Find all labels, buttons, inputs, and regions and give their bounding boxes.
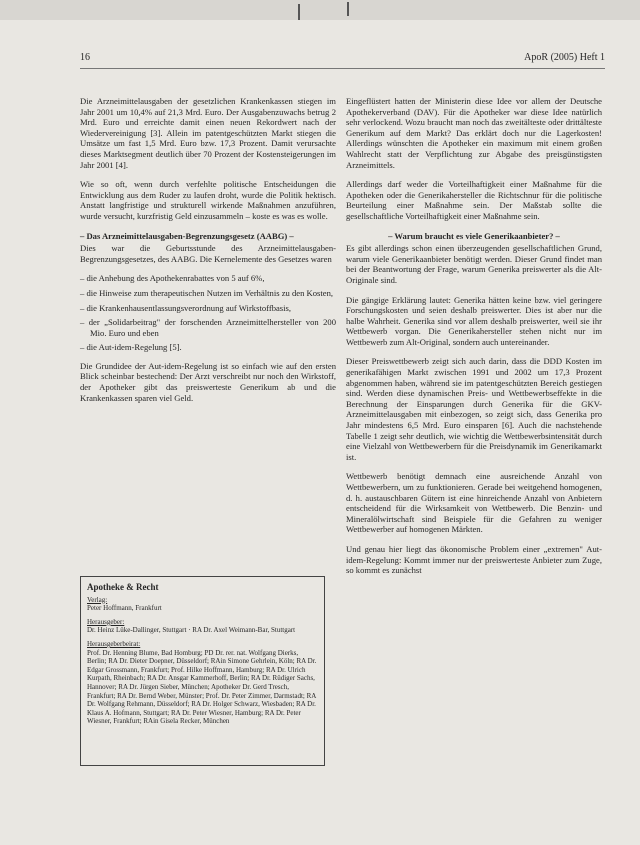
- crop-mark: [347, 2, 349, 16]
- right-column: [346, 96, 602, 585]
- masthead-publisher: [87, 596, 318, 613]
- paragraph: Allerdings darf weder die Vorteilhaftigkeit einer Maßnahme für die Apotheken oder die Generikahersteller die Richtschnur für die politische Beurteilung einer Maßnahme sein. Der Maßstab sollte die gesellschaftliche Vorteilhaftigkeit einer Maßnahme sein.: [346, 179, 602, 221]
- paragraph: Wie so oft, wenn durch verfehlte politische Entscheidungen die Entwicklung aus dem Ruder zu laufen droht, wurde die Politik hektisch. Anstatt langfristige und strukturell wirkende Maßnahmen anzuführen, wurde versucht, kurzfristig Geld einzusammeln – koste es was es wolle.: [80, 179, 336, 221]
- paragraph: Dieser Preiswettbewerb zeigt sich auch darin, dass die DDD Kosten im generikafähigen Markt zwischen 1991 und 2002 um 17,3 Prozent abgenommen haben, während sie im patentgeschützten Bereich gestiegen sind. Werden diese dynamischen Preis- und Wettbewerbseffekte in die Berechnung der Einsparungen durch Generika für die GKV-Arzneimittelausgaben mit einbezogen, so zeigt sich, dass Generika pro Jahr mindestens 6,5 Mrd. Euro einsparen [6]. Auch die nachstehende Tabelle 1 zeigt sehr deutlich, wie wichtig die Wettbewerbsintensität durch eine Vielzahl von Wettbewerbern für die Preisdynamik im Generikamarkt ist.: [346, 356, 602, 462]
- publisher-value: Peter Hoffmann, Frankfurt: [87, 604, 162, 613]
- editors-label: Herausgeber:: [87, 617, 125, 626]
- masthead-box: [80, 576, 325, 766]
- paragraph: Die Arzneimittelausgaben der gesetzlichen Krankenkassen stiegen im Jahr 2001 um 10,4% auf 21,3 Mrd. Euro. Der Ausgabenzuwachs betrug 2 Mrd. Euro und erreichte damit einen neuen Rekordwert nach der Wiedervereinigung [3]. Allein im patentgeschützten Markt stiegen die Umsätze um fast 1,5 Mrd. Euro bzw. 17,3 Prozent. Damit verursachte dieses Marktsegment deutlich über 70 Prozent der Kostensteigerungen im Jahr 2001 [4].: [80, 96, 336, 170]
- key-elements-list: [80, 273, 336, 353]
- left-column: [80, 96, 336, 412]
- list-item: – der „Solidarbeitrag" der forschenden Arzneimittelhersteller von 200 Mio. Euro und eben: [80, 317, 336, 338]
- editors-value: Dr. Heinz Lüke-Dallinger, Stuttgart · RA Dr. Axel Weimann-Bar, Stuttgart: [87, 626, 296, 635]
- page-header: [80, 52, 605, 66]
- section-heading: – Das Arzneimittelausgaben-Begrenzungsgesetz (AABG) –: [80, 230, 294, 241]
- list-item: – die Krankenhausentlassungsverordnung auf Wirkstoffbasis,: [80, 302, 292, 313]
- advisors-value: Prof. Dr. Henning Blume, Bad Homburg; PD Dr. rer. nat. Wolfgang Dierks, Berlin; RA Dr. Dieter Doepner, Düsseldorf; RAin Simone Gehrlein, Köln; RA Dr. Edgar Grossmann, Frankfurt; Prof. Hilke Hoffmann, Hamburg; RA Dr. Ulrich Kurpath, Rheinbach; RA Dr. Ansgar Kammerhoff, Berlin; RA Dr. Rüdiger Sachs, Hannover; RA Dr. Jürgen Sieber, München; Apotheker Dr. Gerd Tresch, Frankfurt; RA Dr. Bernd Weber, Münster; Prof. Dr. Peter Zimmer, Darmstadt; RA Dr. Wolfgang Rehmann, Düsseldorf; RA Dr. Holger Schwarz, Wiesbaden; RA Dr. Klaus A. Hofmann, Stuttgart; RA Dr. Peter Wiesner, Hamburg; RA Dr. Peter Wiesner, Frankfurt; RAin Gisela Recker, München: [87, 648, 317, 726]
- paragraph: Wettbewerb benötigt demnach eine ausreichende Anzahl von Wettbewerbern, um zu funktionieren. Gerade bei weitgehend homogenen, d. h. austauschbaren Gütern ist eine hinreichende Anzahl von Anbietern entscheidend für die Wirksamkeit von Wettbewerb. Die Benzin- und Mineralölwirtschaft sind Beispiele für die Gefahren zu weniger Wettbewerber auf homogenen Märkten.: [346, 471, 602, 535]
- list-item: – die Anhebung des Apothekenrabattes von 5 auf 6%,: [80, 273, 265, 284]
- section-heading: – Warum braucht es viele Generikaanbieter? –: [388, 230, 560, 241]
- masthead-advisors: [87, 640, 318, 726]
- paragraph: Dies war die Geburtsstunde des Arzneimittelausgaben-Begrenzungsgesetzes, des AABG. Die Kernelemente des Gesetzes waren: [80, 243, 336, 264]
- masthead-editors: [87, 618, 318, 635]
- crop-mark: [298, 4, 300, 20]
- page-number: 16: [80, 52, 90, 63]
- advisors-label: Herausgeberbeirat:: [87, 639, 141, 648]
- paragraph: Die Grundidee der Aut-idem-Regelung ist so einfach wie auf den ersten Blick scheinbar bestechend: Der Arzt verschreibt nur noch den Wirkstoff, der Apotheker gibt das preiswerteste Generikum ab und die Krankenkassen sparen viel Geld.: [80, 360, 336, 403]
- list-item: – die Hinweise zum therapeutischen Nutzen im Verhältnis zu den Kosten,: [80, 287, 334, 298]
- list-item: – die Aut-idem-Regelung [5].: [80, 342, 182, 353]
- paragraph: Die gängige Erklärung lautet: Generika hätten keine bzw. viel geringere Forschungskosten und seien deshalb preiswerter. Dies ist aber nur die halbe Wahrheit. Generika sind vor allem deshalb preiswerter, weil sie ihr Wettbewerb vorgan. Die Generikahersteller stehen nicht nur im Wettbewerb zum Alt-Original, sondern auch untereinander.: [346, 294, 602, 347]
- paragraph: Es gibt allerdings schon einen überzeugenden gesellschaftlichen Grund, warum viele Generikaanbieter benötigt werden. Dieser Grund findet man bei der Beantwortung der Frage, warum Generika preiswerter als die Alt-Originale sind.: [346, 243, 602, 285]
- paragraph: Und genau hier liegt das ökonomische Problem einer „extremen" Aut-idem-Regelung: Kommt immer nur der preiswerteste Anbieter zum Zuge, so kommt es zunächst: [346, 543, 602, 576]
- paragraph: Eingeflüstert hatten der Ministerin diese Idee vor allem der Deutsche Apothekerverband (DAV). Für die Apotheker war diese Idee natürlich sehr verlockend. Wozu braucht man noch das zweitälteste oder drittälteste Generikum auf dem Markt? Das erklärt doch nur die Lagerkosten! Allerdings wünschten die Apotheker ein maximum mit einem großen Wahlrecht statt der Verpflichtung zur Abgabe des preisgünstigsten Arzneimittels.: [346, 96, 602, 170]
- header-rule: [80, 68, 605, 69]
- scan-edge: [0, 0, 640, 20]
- masthead-title: Apotheke & Recht: [87, 582, 159, 592]
- journal-reference: ApoR (2005) Heft 1: [524, 52, 605, 63]
- publisher-label: Verlag:: [87, 595, 108, 604]
